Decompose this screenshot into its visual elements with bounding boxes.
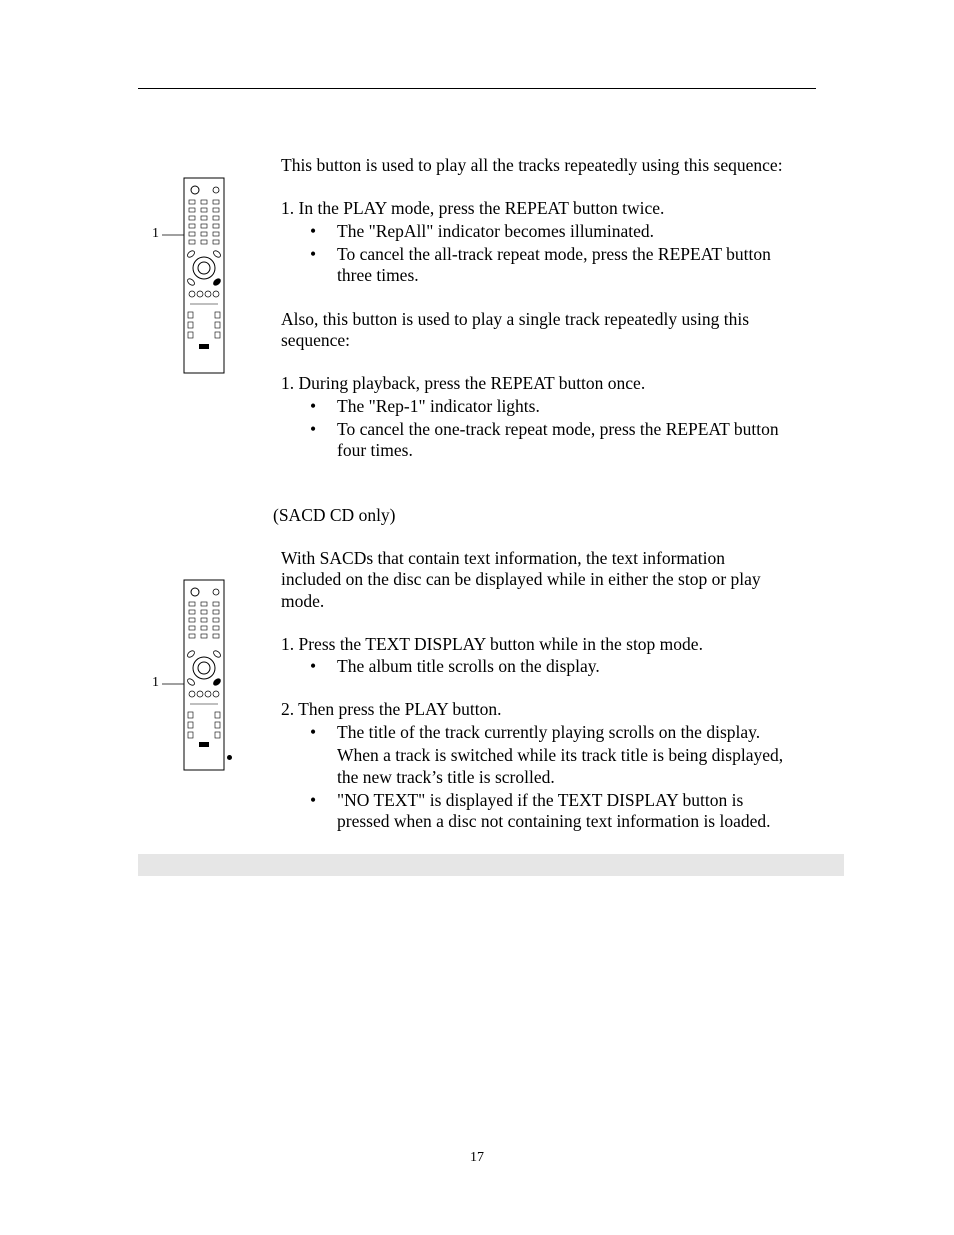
repeat-step-2-bullet-2-cont: four times.	[337, 440, 413, 460]
remote-control-image-1	[150, 176, 230, 376]
text-display-intro-line-1: With SACDs that contain text information, the text information	[281, 548, 726, 568]
section-heading-bar	[138, 854, 844, 876]
text-display-subtitle: (SACD CD only)	[273, 505, 396, 525]
header-rule	[138, 88, 816, 89]
text-display-step-1-bullet: The album title scrolls on the display.	[337, 656, 600, 676]
callout-number-1: 1	[152, 226, 159, 241]
text-display-step-2-bullet-1-cont-b: the new track’s title is scrolled.	[337, 767, 555, 787]
repeat-step-2-bullet-2: To cancel the one-track repeat mode, press the REPEAT button	[337, 419, 779, 439]
bullet-icon: •	[310, 722, 317, 742]
text-display-step-1: 1. Press the TEXT DISPLAY button while in the stop mode.	[281, 634, 703, 654]
marker-dot	[227, 755, 232, 760]
repeat-step-2: 1. During playback, press the REPEAT button once.	[281, 373, 646, 393]
bullet-icon: •	[310, 221, 317, 241]
text-display-step-2-bullet-1: The title of the track currently playing scrolls on the display.	[337, 722, 761, 742]
remote-control-image-2	[150, 578, 230, 774]
repeat-step-1-bullet-1: The "RepAll" indicator becomes illuminated.	[337, 221, 655, 241]
bullet-icon: •	[310, 419, 317, 439]
text-display-step-2-bullet-2-cont: pressed when a disc not containing text information is loaded.	[337, 811, 771, 831]
text-display-step-2: 2. Then press the PLAY button.	[281, 699, 502, 719]
text-display-step-2-bullet-2: "NO TEXT" is displayed if the TEXT DISPLAY button is	[337, 790, 744, 810]
bullet-icon: •	[310, 244, 317, 264]
repeat-intro: This button is used to play all the tracks repeatedly using this sequence:	[281, 155, 783, 175]
text-display-step-2-bullet-1-cont-a: When a track is switched while its track title is being displayed,	[337, 745, 784, 765]
bullet-icon: •	[310, 790, 317, 810]
repeat-step-1-bullet-2-cont: three times.	[337, 265, 419, 285]
repeat-also-line-2: sequence:	[281, 330, 350, 350]
text-display-intro-line-3: mode.	[281, 591, 325, 611]
callout-number-2: 1	[152, 675, 159, 690]
repeat-step-1-bullet-2: To cancel the all-track repeat mode, press the REPEAT button	[337, 244, 771, 264]
text-display-intro-line-2: included on the disc can be displayed while in either the stop or play	[281, 569, 761, 589]
repeat-also-line-1: Also, this button is used to play a single track repeatedly using this	[281, 309, 750, 329]
bullet-icon: •	[310, 656, 317, 676]
repeat-step-1: 1. In the PLAY mode, press the REPEAT button twice.	[281, 198, 665, 218]
bullet-icon: •	[310, 396, 317, 416]
page-number: 17	[470, 1150, 484, 1165]
repeat-step-2-bullet-1: The "Rep-1" indicator lights.	[337, 396, 540, 416]
